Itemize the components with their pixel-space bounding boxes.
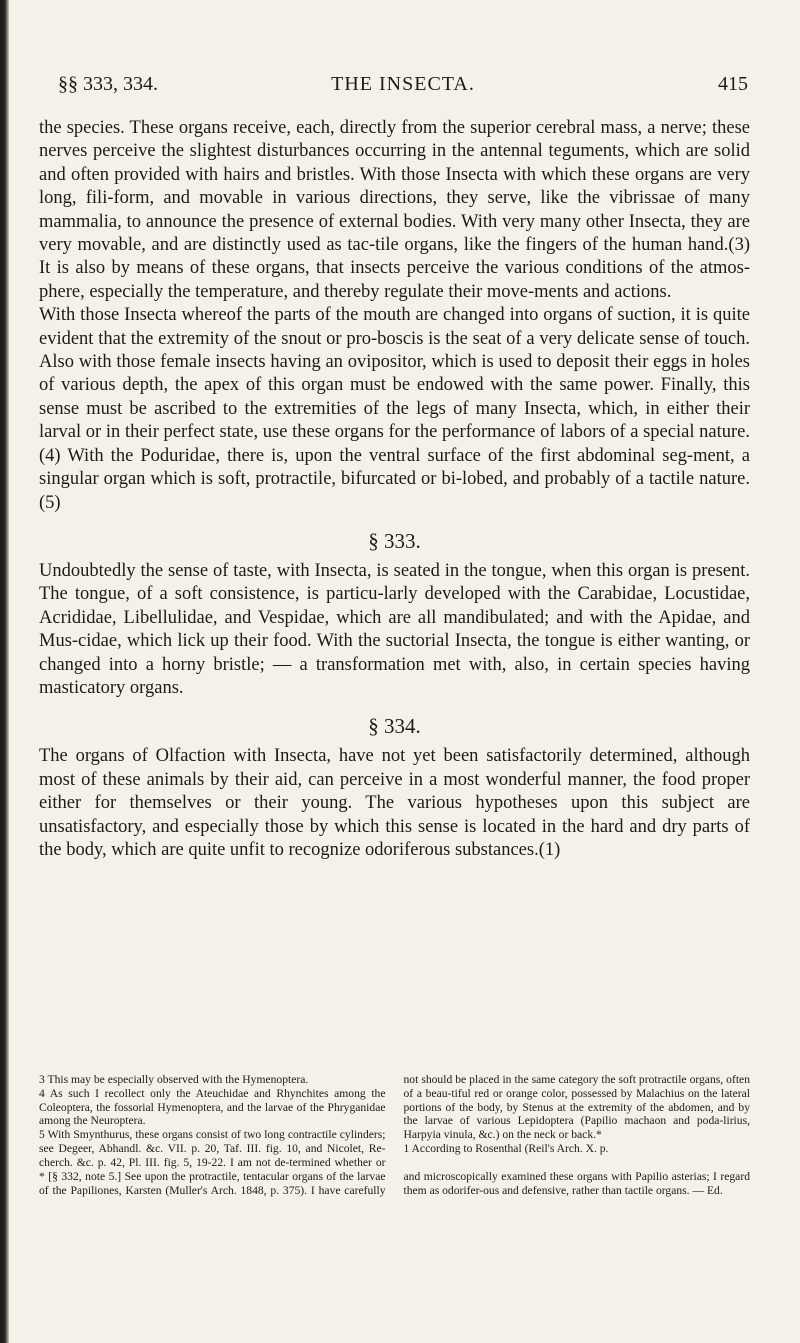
section-334-heading: § 334. bbox=[368, 714, 421, 739]
section-334-text: The organs of Olfaction with Insecta, have not yet been satisfactorily determined, although most of these animals by their aid, can perceive in a most wonderful manner, the food proper either for themselves or their young. The various hypotheses upon this subject are unsatisfactory, and especially those by which this sense is located in the hard and dry parts of the body, which are quite unfit to recognize odoriferous substances.(1) bbox=[39, 746, 750, 860]
footnotes bbox=[39, 1073, 750, 1170]
header-sections: §§ 333, 334. bbox=[58, 73, 158, 95]
section-333-heading: § 333. bbox=[368, 528, 421, 553]
footnote-5: 5 With Smynthurus, these organs consist of two long contractile cylinders; see Degeer, Abhandl. &c. VII. p. 20, Taf. III. fig. 10, and Nicolet, Re-cherch. &c. p. 42, Pl. III. fig. 5, 19-22. I am not de-termined whether or not should be placed in the same category the soft protractile organs, often of a beau-tiful red or orange color, possessed by Malachius on the lateral portions of the body, by Stenus at the extremity of the abdomen, and by the larvae of various Lepidoptera (Papilio machaon and poda-lirius, Harpyia vinula, &c.) on the neck or back.* bbox=[39, 1073, 750, 1169]
footnote-4: 4 As such I recollect only the Ateuchidae and Rhynchites among the Coleoptera, the fossorial Hymenoptera, and the larvae of the Phryganidae among the Neuroptera. bbox=[39, 1086, 386, 1128]
running-header bbox=[58, 70, 748, 98]
book-spine-shadow bbox=[0, 0, 9, 1343]
footnote-3: 3 This may be especially observed with the Hymenoptera. bbox=[39, 1073, 309, 1086]
page-number: 415 bbox=[718, 73, 748, 95]
paragraph-intro-2: With those Insecta whereof the parts of the mouth are changed into organs of suction, it is quite evident that the extremity of the snout or pro-boscis is the seat of a very delicate sense of touch. Also with those female insects having an ovipositor, which is used to deposit their eggs in holes of various depth, the apex of this organ must be endowed with the same power. Finally, this sense must be ascribed to the extremities of the legs of many Insecta, which, in either their larval or in their perfect state, use these organs for the performance of labors of a special nature.(4) With the Poduridae, there is, upon the ventral surface of the first abdominal seg-ment, a singular organ which is soft, protractile, bifurcated or bi-lobed, and probably of a tactile nature.(5) bbox=[39, 305, 750, 513]
paragraph-intro-1: the species. These organs receive, each, directly from the superior cerebral mass, a nerve; these nerves perceive the slightest disturbances occurring in the antennal teguments, which are solid and often provided with hairs and bristles. With those Insecta with which these organs are very long, fili-form, and movable in various directions, they serve, like the vibrissae of many mammalia, to announce the presence of external bodies. With very many other Insecta, they are very movable, and are distinctly used as tac-tile organs, like the fingers of the human hand.(3) It is also by means of these organs, that insects perceive the various conditions of the atmos-phere, especially the temperature, and thereby regulate their move-ments and actions. bbox=[39, 118, 750, 302]
section-333-text: Undoubtedly the sense of taste, with Insecta, is seated in the tongue, when this organ is present. The tongue, of a soft consistence, is particu-larly developed with the Carabidae, Locustidae, Acrididae, Libellulidae, and Vespidae, which are all mandibulated; and with the Apidae, and Mus-cidae, which lick up their food. With the suctorial Insecta, the tongue is either wanting, or changed into a horny bristle; — a transformation met with, also, in certain species having masticatory organs. bbox=[39, 560, 750, 698]
editor-note-text: * [§ 332, note 5.] See upon the protractile, tentacular organs of the larvae of the Papiliones, Karsten (Muller's Arch. 1848, p. 375). I have carefully and microscopically examined these organs with Papilio asterias; I regard them as odorifer-ous and defensive, rather than tactile organs. — Ed. bbox=[39, 1170, 750, 1197]
footnote-1: 1 According to Rosenthal (Reil's Arch. X. p. bbox=[403, 1141, 609, 1155]
main-text bbox=[39, 117, 750, 862]
header-title: THE INSECTA. bbox=[331, 73, 475, 95]
editor-note bbox=[39, 1170, 750, 1198]
